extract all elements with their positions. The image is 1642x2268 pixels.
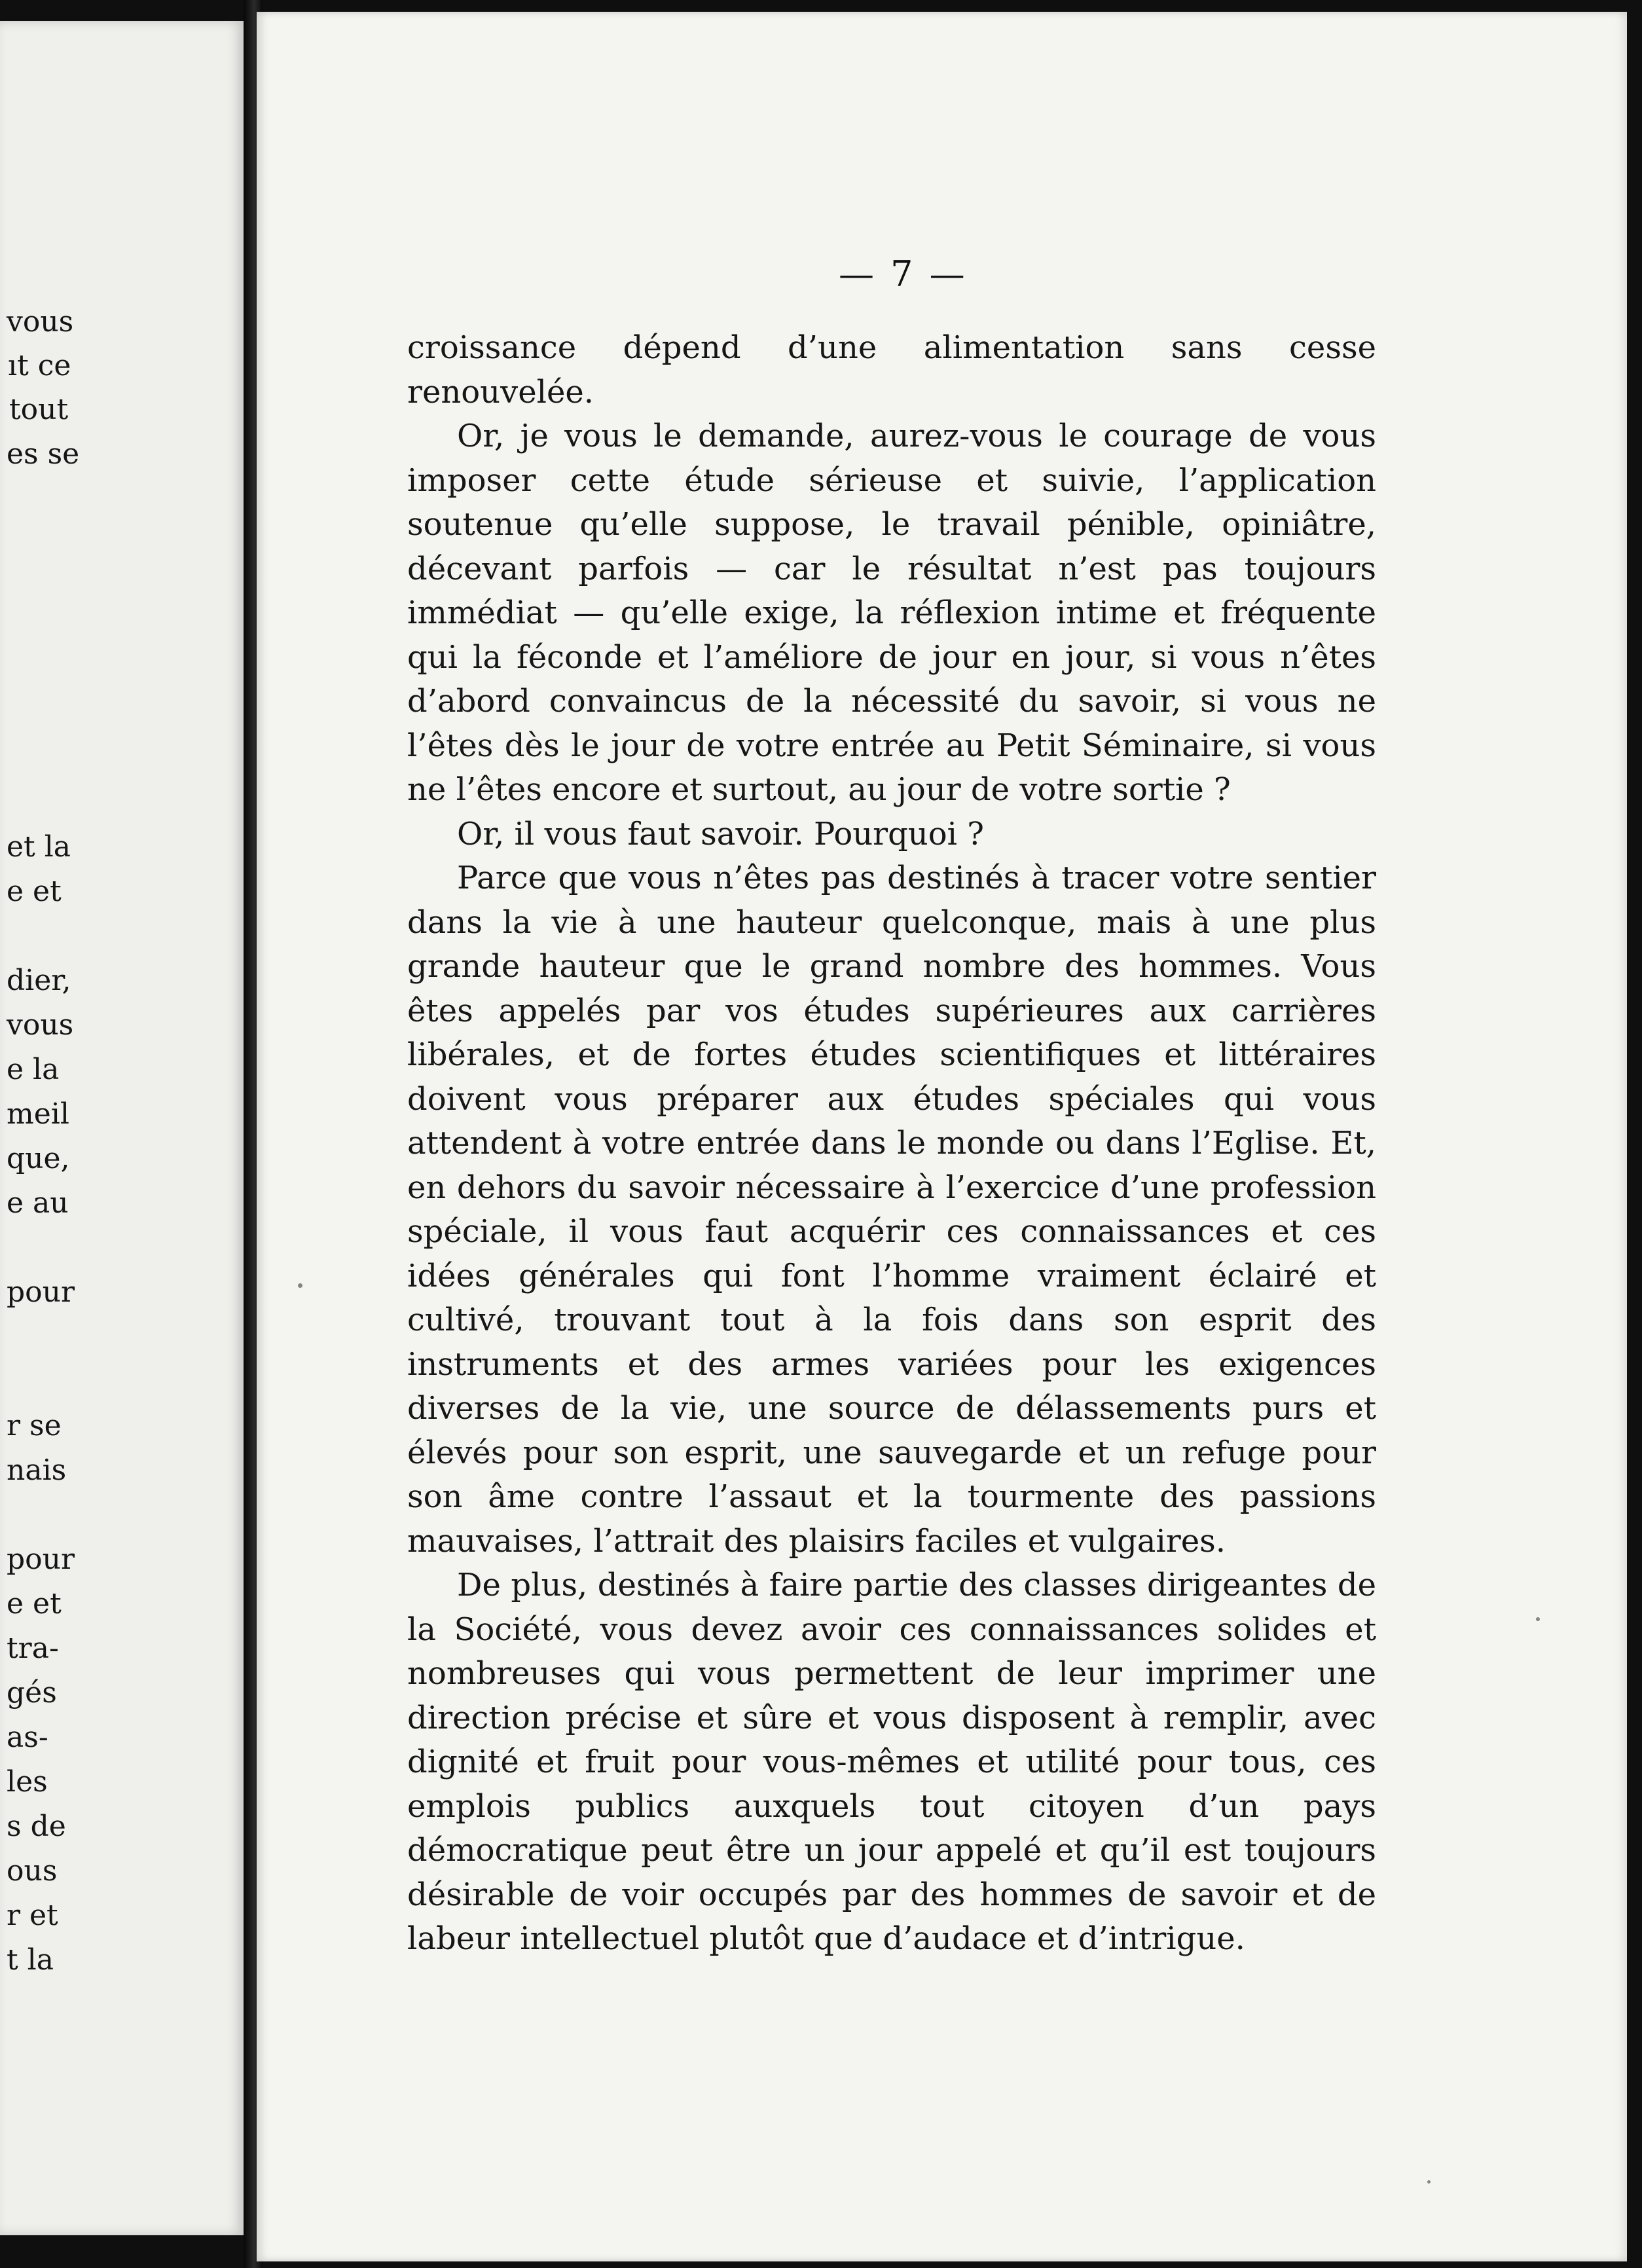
left-page-fragment-text: pour: [7, 1275, 75, 1309]
paragraph-2: Or, je vous le demande, aurez-vous le courage de vous imposer cette étude sérieuse et suivie, l’application soutenue qu’elle suppose, le travail pénible, opiniâtre, décevant parfois — car le résultat n’est pas toujours immédiat — qu’elle exige, la réflexion intime et fréquente qui la féconde et l’améliore de jour en jour, si vous n’êtes d’abord convaincus de la nécessité du savoir, si vous ne l’êtes dès le jour de votre entrée au Petit Séminaire, si vous ne l’êtes encore et surtout, au jour de votre sortie ?: [407, 418, 1376, 808]
left-page-fragment-text: e et: [7, 1587, 62, 1620]
left-page-fragment-text: tra-: [7, 1632, 59, 1665]
paragraph-4: Parce que vous n’êtes pas destinés à tracer votre sentier dans la vie à une hauteur quelconque, mais à une plus grande hauteur que le grand nombre des hommes. Vous êtes appelés par vos études supérieures aux carrières libérales, et de fortes études scientifiques et littéraires doivent vous préparer aux études spéciales qui vous attendent à votre entrée dans le monde ou dans l’Eglise. Et, en dehors du savoir nécessaire à l’exercice d’une profession spéciale, il vous faut acquérir ces connaissances et ces idées générales qui font l’homme vraiment éclairé et cultivé, trouvant tout à la fois dans son esprit des instruments et des armes variées pour les exigences diverses de la vie, une source de délassements purs et élevés pour son esprit, une sauvegarde et un refuge pour son âme contre l’assaut et la tourmente des passions mauvaises, l’attrait des plaisirs faciles et vulgaires.: [407, 860, 1376, 1560]
left-page-fragment-text: que,: [7, 1142, 70, 1175]
page-number: — 7 —: [839, 253, 968, 295]
left-page-fragment-text: e et: [7, 875, 62, 908]
left-page-fragment-text: gés: [7, 1676, 57, 1710]
left-page-fragment-text: s de: [7, 1810, 66, 1843]
left-page-fragment-text: ıt ce: [8, 349, 71, 382]
paper-speck: [1536, 1617, 1540, 1621]
left-page-fragment-text: e au: [7, 1186, 69, 1220]
paragraph-3: Or, il vous faut savoir. Pourquoi ?: [457, 815, 984, 852]
left-page-fragment-text: dier,: [7, 964, 71, 997]
left-page-fragment-text: pour: [7, 1543, 75, 1576]
left-page-fragment-text: t la: [7, 1943, 54, 1977]
left-page-text-fragments: [0, 21, 244, 2235]
left-page-fragment-text: et la: [7, 830, 71, 864]
left-page-fragment: [0, 21, 244, 2235]
left-page-fragment-text: tout: [9, 393, 69, 426]
page-body: [407, 326, 1376, 1962]
left-page-fragment-text: r et: [7, 1899, 58, 1932]
left-page-fragment-text: les: [7, 1765, 48, 1799]
left-page-fragment-text: es se: [7, 437, 80, 471]
left-page-fragment-text: vous: [7, 1008, 74, 1042]
paragraph-1: croissance dépend d’une alimentation sans cesse renouvelée.: [407, 329, 1376, 411]
left-page-fragment-text: vous: [7, 305, 74, 338]
left-page-fragment-text: e la: [7, 1053, 60, 1086]
left-page-fragment-text: meil: [7, 1097, 69, 1131]
left-page-fragment-text: nais: [7, 1454, 67, 1487]
left-page-fragment-text: ous: [7, 1854, 58, 1888]
book-page: [257, 12, 1627, 2261]
left-page-fragment-text: r se: [7, 1409, 62, 1442]
paper-speck: [1427, 2180, 1431, 2184]
left-page-fragment-text: as-: [7, 1721, 48, 1754]
paragraph-5: De plus, destinés à faire partie des classes dirigeantes de la Société, vous devez avoir ces connaissances solides et nombreuses qui vous permettent de leur imprimer une direction précise et sûre et vous disposent à remplir, avec dignité et fruit pour vous-mêmes et utilité pour tous, ces emplois publics auxquels tout citoyen d’un pays démocratique peut être un jour appelé et qu’il est toujours désirable de voir occupés par des hommes de savoir et de labeur intellectuel plutôt que d’audace et d’intrigue.: [407, 1567, 1376, 1957]
paper-speck: [298, 1283, 302, 1288]
